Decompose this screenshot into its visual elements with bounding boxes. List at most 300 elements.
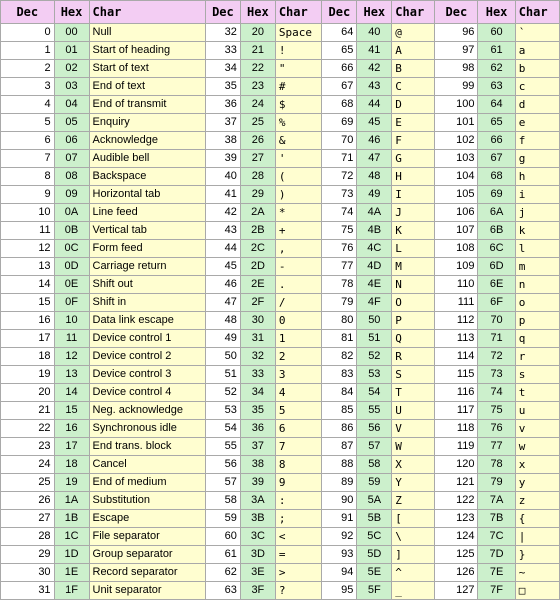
char-cell: p — [515, 312, 559, 330]
char-cell: Shift out — [89, 276, 205, 294]
dec-cell: 22 — [1, 420, 55, 438]
hex-cell: 45 — [357, 114, 392, 132]
hex-cell: 56 — [357, 420, 392, 438]
char-cell: Data link escape — [89, 312, 205, 330]
hex-cell: 2C — [240, 240, 275, 258]
char-cell: L — [392, 240, 435, 258]
hex-cell: 05 — [54, 114, 89, 132]
hex-cell: 24 — [240, 96, 275, 114]
char-cell: Space — [275, 24, 322, 42]
char-cell: c — [515, 78, 559, 96]
hex-cell: 08 — [54, 168, 89, 186]
hex-cell: 1E — [54, 564, 89, 582]
char-cell: File separator — [89, 528, 205, 546]
dec-cell: 75 — [322, 222, 357, 240]
hex-cell: 0A — [54, 204, 89, 222]
dec-cell: 96 — [435, 24, 478, 42]
dec-cell: 126 — [435, 564, 478, 582]
hex-cell: 6B — [478, 222, 515, 240]
dec-cell: 53 — [205, 402, 240, 420]
dec-cell: 33 — [205, 42, 240, 60]
dec-cell: 0 — [1, 24, 55, 42]
hex-cell: 65 — [478, 114, 515, 132]
hex-cell: 30 — [240, 312, 275, 330]
table-row — [1, 420, 560, 438]
table-row — [1, 258, 560, 276]
table-row — [1, 528, 560, 546]
dec-cell: 24 — [1, 456, 55, 474]
dec-cell: 39 — [205, 150, 240, 168]
char-cell: End of text — [89, 78, 205, 96]
hex-cell: 37 — [240, 438, 275, 456]
table-row — [1, 582, 560, 600]
header-char: Char — [515, 1, 559, 24]
char-cell: X — [392, 456, 435, 474]
hex-cell: 63 — [478, 78, 515, 96]
table-row — [1, 546, 560, 564]
hex-cell: 2E — [240, 276, 275, 294]
char-cell: v — [515, 420, 559, 438]
hex-cell: 3D — [240, 546, 275, 564]
dec-cell: 76 — [322, 240, 357, 258]
char-cell: < — [275, 528, 322, 546]
dec-cell: 123 — [435, 510, 478, 528]
char-cell: S — [392, 366, 435, 384]
hex-cell: 57 — [357, 438, 392, 456]
char-cell: x — [515, 456, 559, 474]
dec-cell: 5 — [1, 114, 55, 132]
hex-cell: 39 — [240, 474, 275, 492]
char-cell: e — [515, 114, 559, 132]
dec-cell: 21 — [1, 402, 55, 420]
dec-cell: 125 — [435, 546, 478, 564]
char-cell: 1 — [275, 330, 322, 348]
table-row — [1, 384, 560, 402]
header-dec: Dec — [1, 1, 55, 24]
dec-cell: 12 — [1, 240, 55, 258]
dec-cell: 119 — [435, 438, 478, 456]
char-cell: Q — [392, 330, 435, 348]
dec-cell: 127 — [435, 582, 478, 600]
char-cell: [ — [392, 510, 435, 528]
table-body — [1, 24, 560, 600]
char-cell: U — [392, 402, 435, 420]
dec-cell: 42 — [205, 204, 240, 222]
char-cell: W — [392, 438, 435, 456]
char-cell: 6 — [275, 420, 322, 438]
hex-cell: 78 — [478, 456, 515, 474]
char-cell: Substitution — [89, 492, 205, 510]
char-cell: Group separator — [89, 546, 205, 564]
hex-cell: 7F — [478, 582, 515, 600]
hex-cell: 3F — [240, 582, 275, 600]
dec-cell: 37 — [205, 114, 240, 132]
char-cell: F — [392, 132, 435, 150]
hex-cell: 1D — [54, 546, 89, 564]
dec-cell: 90 — [322, 492, 357, 510]
char-cell: Unit separator — [89, 582, 205, 600]
dec-cell: 65 — [322, 42, 357, 60]
hex-cell: 02 — [54, 60, 89, 78]
char-cell: N — [392, 276, 435, 294]
hex-cell: 7A — [478, 492, 515, 510]
dec-cell: 92 — [322, 528, 357, 546]
dec-cell: 98 — [435, 60, 478, 78]
hex-cell: 10 — [54, 312, 89, 330]
hex-cell: 19 — [54, 474, 89, 492]
hex-cell: 4A — [357, 204, 392, 222]
table-row — [1, 186, 560, 204]
hex-cell: 14 — [54, 384, 89, 402]
hex-cell: 77 — [478, 438, 515, 456]
hex-cell: 15 — [54, 402, 89, 420]
char-cell: } — [515, 546, 559, 564]
char-cell: 7 — [275, 438, 322, 456]
hex-cell: 06 — [54, 132, 89, 150]
char-cell: Null — [89, 24, 205, 42]
dec-cell: 19 — [1, 366, 55, 384]
char-cell: Start of heading — [89, 42, 205, 60]
char-cell: B — [392, 60, 435, 78]
char-cell: Escape — [89, 510, 205, 528]
dec-cell: 66 — [322, 60, 357, 78]
dec-cell: 68 — [322, 96, 357, 114]
table-row — [1, 276, 560, 294]
char-cell: * — [275, 204, 322, 222]
hex-cell: 1A — [54, 492, 89, 510]
header-hex: Hex — [478, 1, 515, 24]
hex-cell: 2B — [240, 222, 275, 240]
table-row — [1, 510, 560, 528]
hex-cell: 5A — [357, 492, 392, 510]
hex-cell: 00 — [54, 24, 89, 42]
hex-cell: 4B — [357, 222, 392, 240]
hex-cell: 33 — [240, 366, 275, 384]
char-cell: j — [515, 204, 559, 222]
char-cell: ( — [275, 168, 322, 186]
hex-cell: 5F — [357, 582, 392, 600]
table-row — [1, 312, 560, 330]
hex-cell: 07 — [54, 150, 89, 168]
char-cell: & — [275, 132, 322, 150]
char-cell: ! — [275, 42, 322, 60]
dec-cell: 23 — [1, 438, 55, 456]
dec-cell: 117 — [435, 402, 478, 420]
hex-cell: 34 — [240, 384, 275, 402]
dec-cell: 41 — [205, 186, 240, 204]
dec-cell: 18 — [1, 348, 55, 366]
hex-cell: 11 — [54, 330, 89, 348]
char-cell: h — [515, 168, 559, 186]
char-cell: 3 — [275, 366, 322, 384]
hex-cell: 09 — [54, 186, 89, 204]
dec-cell: 40 — [205, 168, 240, 186]
char-cell: ` — [515, 24, 559, 42]
hex-cell: 17 — [54, 438, 89, 456]
table-row — [1, 150, 560, 168]
char-cell: Vertical tab — [89, 222, 205, 240]
hex-cell: 40 — [357, 24, 392, 42]
hex-cell: 50 — [357, 312, 392, 330]
dec-cell: 77 — [322, 258, 357, 276]
char-cell: t — [515, 384, 559, 402]
table-row — [1, 24, 560, 42]
dec-cell: 61 — [205, 546, 240, 564]
char-cell: Device control 4 — [89, 384, 205, 402]
hex-cell: 67 — [478, 150, 515, 168]
dec-cell: 87 — [322, 438, 357, 456]
char-cell: G — [392, 150, 435, 168]
dec-cell: 55 — [205, 438, 240, 456]
char-cell: | — [515, 528, 559, 546]
hex-cell: 32 — [240, 348, 275, 366]
hex-cell: 3E — [240, 564, 275, 582]
dec-cell: 63 — [205, 582, 240, 600]
header-char: Char — [89, 1, 205, 24]
dec-cell: 102 — [435, 132, 478, 150]
dec-cell: 43 — [205, 222, 240, 240]
table-row — [1, 114, 560, 132]
header-dec: Dec — [322, 1, 357, 24]
table-row — [1, 456, 560, 474]
header-hex: Hex — [240, 1, 275, 24]
char-cell: Z — [392, 492, 435, 510]
char-cell: . — [275, 276, 322, 294]
char-cell: M — [392, 258, 435, 276]
dec-cell: 122 — [435, 492, 478, 510]
dec-cell: 28 — [1, 528, 55, 546]
hex-cell: 03 — [54, 78, 89, 96]
char-cell: g — [515, 150, 559, 168]
hex-cell: 7E — [478, 564, 515, 582]
char-cell: 4 — [275, 384, 322, 402]
dec-cell: 78 — [322, 276, 357, 294]
char-cell: 5 — [275, 402, 322, 420]
dec-cell: 81 — [322, 330, 357, 348]
char-cell: _ — [392, 582, 435, 600]
dec-cell: 30 — [1, 564, 55, 582]
dec-cell: 111 — [435, 294, 478, 312]
table-row — [1, 42, 560, 60]
dec-cell: 64 — [322, 24, 357, 42]
dec-cell: 8 — [1, 168, 55, 186]
dec-cell: 27 — [1, 510, 55, 528]
dec-cell: 49 — [205, 330, 240, 348]
char-cell: > — [275, 564, 322, 582]
char-cell: Carriage return — [89, 258, 205, 276]
dec-cell: 11 — [1, 222, 55, 240]
char-cell: { — [515, 510, 559, 528]
hex-cell: 49 — [357, 186, 392, 204]
table-row — [1, 132, 560, 150]
hex-cell: 29 — [240, 186, 275, 204]
dec-cell: 7 — [1, 150, 55, 168]
char-cell: - — [275, 258, 322, 276]
header-row — [1, 1, 560, 24]
hex-cell: 3A — [240, 492, 275, 510]
hex-cell: 12 — [54, 348, 89, 366]
header-char: Char — [275, 1, 322, 24]
dec-cell: 29 — [1, 546, 55, 564]
hex-cell: 76 — [478, 420, 515, 438]
table-row — [1, 330, 560, 348]
char-cell: ) — [275, 186, 322, 204]
dec-cell: 4 — [1, 96, 55, 114]
char-cell: $ — [275, 96, 322, 114]
hex-cell: 13 — [54, 366, 89, 384]
hex-cell: 28 — [240, 168, 275, 186]
table-row — [1, 348, 560, 366]
hex-cell: 69 — [478, 186, 515, 204]
dec-cell: 62 — [205, 564, 240, 582]
dec-cell: 34 — [205, 60, 240, 78]
char-cell: z — [515, 492, 559, 510]
hex-cell: 36 — [240, 420, 275, 438]
dec-cell: 32 — [205, 24, 240, 42]
char-cell: s — [515, 366, 559, 384]
dec-cell: 109 — [435, 258, 478, 276]
hex-cell: 41 — [357, 42, 392, 60]
char-cell: 0 — [275, 312, 322, 330]
hex-cell: 1C — [54, 528, 89, 546]
char-cell: n — [515, 276, 559, 294]
char-cell: O — [392, 294, 435, 312]
header-hex: Hex — [54, 1, 89, 24]
hex-cell: 6E — [478, 276, 515, 294]
char-cell: a — [515, 42, 559, 60]
dec-cell: 72 — [322, 168, 357, 186]
char-cell: \ — [392, 528, 435, 546]
dec-cell: 74 — [322, 204, 357, 222]
dec-cell: 83 — [322, 366, 357, 384]
dec-cell: 20 — [1, 384, 55, 402]
dec-cell: 104 — [435, 168, 478, 186]
hex-cell: 3B — [240, 510, 275, 528]
char-cell: Neg. acknowledge — [89, 402, 205, 420]
char-cell: Record separator — [89, 564, 205, 582]
dec-cell: 116 — [435, 384, 478, 402]
char-cell: f — [515, 132, 559, 150]
hex-cell: 25 — [240, 114, 275, 132]
char-cell: @ — [392, 24, 435, 42]
dec-cell: 36 — [205, 96, 240, 114]
hex-cell: 6D — [478, 258, 515, 276]
char-cell: Device control 3 — [89, 366, 205, 384]
dec-cell: 94 — [322, 564, 357, 582]
dec-cell: 86 — [322, 420, 357, 438]
dec-cell: 9 — [1, 186, 55, 204]
char-cell: ; — [275, 510, 322, 528]
hex-cell: 75 — [478, 402, 515, 420]
char-cell: w — [515, 438, 559, 456]
dec-cell: 2 — [1, 60, 55, 78]
char-cell: P — [392, 312, 435, 330]
dec-cell: 51 — [205, 366, 240, 384]
char-cell: ~ — [515, 564, 559, 582]
char-cell: + — [275, 222, 322, 240]
dec-cell: 118 — [435, 420, 478, 438]
hex-cell: 35 — [240, 402, 275, 420]
char-cell: b — [515, 60, 559, 78]
char-cell: Line feed — [89, 204, 205, 222]
char-cell: 9 — [275, 474, 322, 492]
hex-cell: 5C — [357, 528, 392, 546]
char-cell: Audible bell — [89, 150, 205, 168]
dec-cell: 13 — [1, 258, 55, 276]
dec-cell: 110 — [435, 276, 478, 294]
hex-cell: 71 — [478, 330, 515, 348]
hex-cell: 61 — [478, 42, 515, 60]
char-cell: A — [392, 42, 435, 60]
char-cell: End trans. block — [89, 438, 205, 456]
hex-cell: 0B — [54, 222, 89, 240]
dec-cell: 95 — [322, 582, 357, 600]
hex-cell: 44 — [357, 96, 392, 114]
hex-cell: 53 — [357, 366, 392, 384]
hex-cell: 3C — [240, 528, 275, 546]
char-cell: 8 — [275, 456, 322, 474]
char-cell: E — [392, 114, 435, 132]
hex-cell: 26 — [240, 132, 275, 150]
table-row — [1, 78, 560, 96]
hex-cell: 5D — [357, 546, 392, 564]
hex-cell: 4F — [357, 294, 392, 312]
hex-cell: 23 — [240, 78, 275, 96]
char-cell: Enquiry — [89, 114, 205, 132]
dec-cell: 59 — [205, 510, 240, 528]
char-cell: k — [515, 222, 559, 240]
char-cell: R — [392, 348, 435, 366]
char-cell: Shift in — [89, 294, 205, 312]
hex-cell: 7D — [478, 546, 515, 564]
char-cell: C — [392, 78, 435, 96]
hex-cell: 54 — [357, 384, 392, 402]
char-cell: Y — [392, 474, 435, 492]
hex-cell: 31 — [240, 330, 275, 348]
dec-cell: 14 — [1, 276, 55, 294]
hex-cell: 4C — [357, 240, 392, 258]
dec-cell: 38 — [205, 132, 240, 150]
char-cell: Backspace — [89, 168, 205, 186]
dec-cell: 25 — [1, 474, 55, 492]
hex-cell: 2A — [240, 204, 275, 222]
dec-cell: 1 — [1, 42, 55, 60]
dec-cell: 73 — [322, 186, 357, 204]
char-cell: T — [392, 384, 435, 402]
dec-cell: 93 — [322, 546, 357, 564]
dec-cell: 54 — [205, 420, 240, 438]
dec-cell: 46 — [205, 276, 240, 294]
char-cell: Device control 2 — [89, 348, 205, 366]
dec-cell: 99 — [435, 78, 478, 96]
hex-cell: 27 — [240, 150, 275, 168]
char-cell: / — [275, 294, 322, 312]
hex-cell: 18 — [54, 456, 89, 474]
char-cell: ^ — [392, 564, 435, 582]
table-row — [1, 402, 560, 420]
char-cell: = — [275, 546, 322, 564]
hex-cell: 60 — [478, 24, 515, 42]
char-cell: I — [392, 186, 435, 204]
dec-cell: 48 — [205, 312, 240, 330]
hex-cell: 52 — [357, 348, 392, 366]
hex-cell: 64 — [478, 96, 515, 114]
hex-cell: 59 — [357, 474, 392, 492]
dec-cell: 17 — [1, 330, 55, 348]
dec-cell: 100 — [435, 96, 478, 114]
dec-cell: 10 — [1, 204, 55, 222]
char-cell: o — [515, 294, 559, 312]
